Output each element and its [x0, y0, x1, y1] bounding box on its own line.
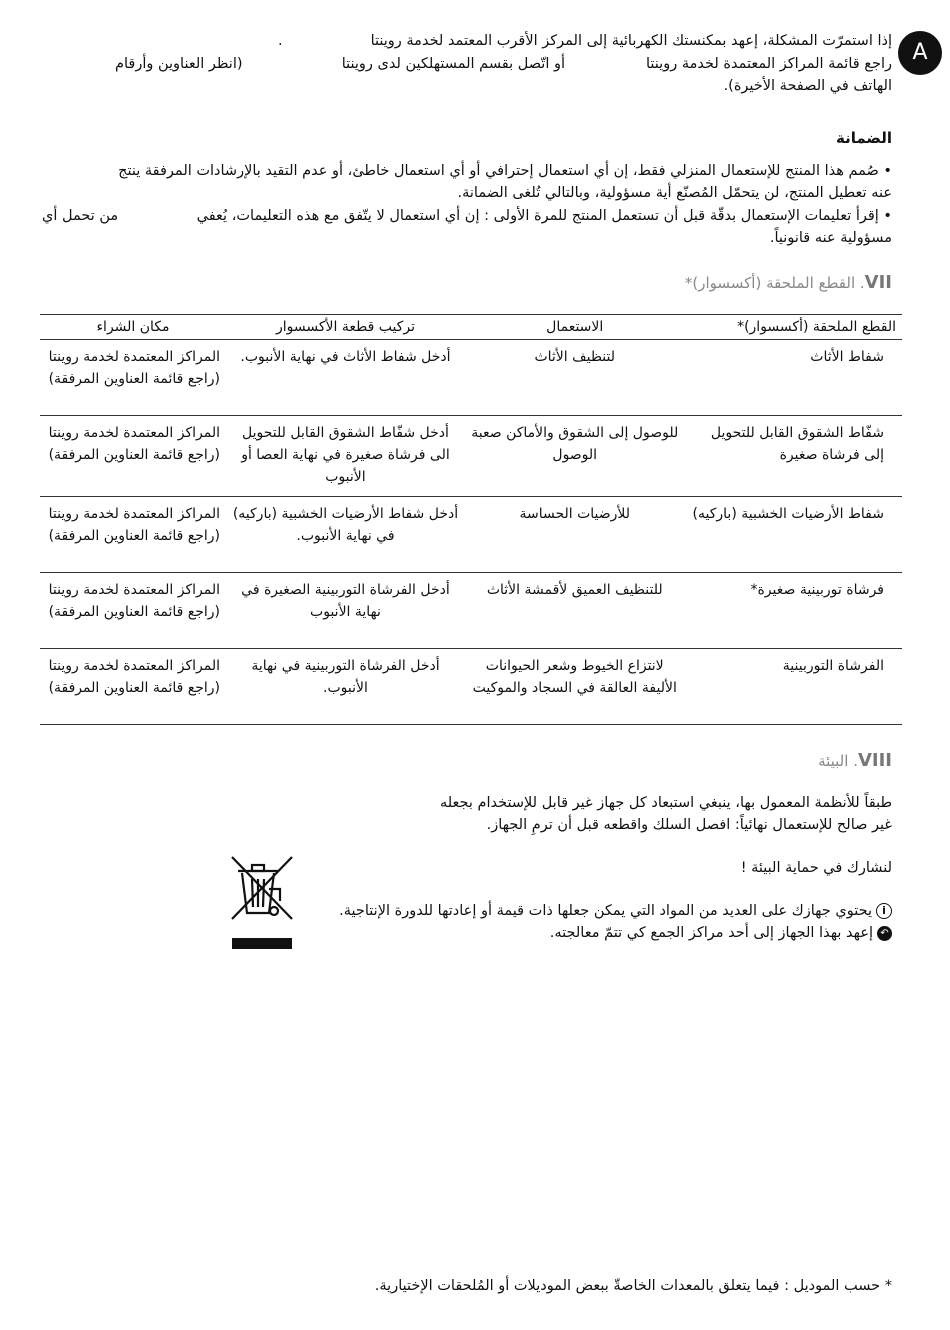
intro-line2-c: (انظر العناوين وأرقام	[115, 56, 243, 72]
intro-line2-a: راجع قائمة المراكز المعتمدة لخدمة روينتا	[646, 56, 892, 72]
environment-info	[339, 903, 892, 919]
cell-purchase: المراكز المعتمدة لخدمة روينتا (راجع قائمة العناوين المرفقة)	[40, 573, 226, 649]
table-row	[40, 416, 902, 497]
intro-line1-end: .	[278, 33, 283, 49]
cell-use: للوصول إلى الشقوق والأماكن صعبة الوصول	[465, 416, 685, 497]
section8-number: VIII	[857, 750, 892, 771]
warranty-bullet2-b: من تحمل أي	[42, 208, 119, 224]
cell-use: لتنظيف الأثاث	[465, 340, 685, 416]
cell-use: للتنظيف العميق لأقمشة الأثاث	[465, 573, 685, 649]
cell-purchase: المراكز المعتمدة لخدمة روينتا (راجع قائمة العناوين المرفقة)	[40, 340, 226, 416]
cell-fitting: أدخل شفّاط الشقوق القابل للتحويل الى فرشاة صغيرة في نهاية العصا أو الأنبوب	[226, 416, 465, 497]
section7-number: VII	[864, 272, 892, 293]
cell-accessory: شفّاط الشقوق القابل للتحويل إلى فرشاة صغيرة	[685, 416, 902, 497]
header-accessory: القطع الملحقة (أكسسوار)*	[685, 315, 902, 340]
cell-accessory: الفرشاة التوربينية	[685, 649, 902, 725]
table-row	[40, 649, 902, 725]
cell-purchase: المراكز المعتمدة لخدمة روينتا (راجع قائمة العناوين المرفقة)	[40, 497, 226, 573]
intro-line3: الهاتف في الصفحة الأخيرة).	[723, 78, 892, 94]
table-row	[40, 573, 902, 649]
cell-fitting: أدخل الفرشاة التوربينية الصغيرة في نهاية الأنبوب	[226, 573, 465, 649]
environment-recycle	[550, 925, 892, 941]
intro-line1: إذا استمرّت المشكلة، إعهد بمكنستك الكهربائية إلى المركز الأقرب المعتمد لخدمة روينتا	[370, 33, 892, 49]
environment-p1-line1: طبقاً للأنظمة المعمول بها، ينبغي استبعاد كل جهاز غير قابل للإستخدام بجعله	[439, 795, 892, 811]
table-row	[40, 497, 902, 573]
environment-slogan: لنشارك في حماية البيئة !	[740, 860, 892, 876]
cell-accessory: شفاط الأرضيات الخشبية (باركيه)	[685, 497, 902, 573]
cell-accessory: شفاط الأثاث	[685, 340, 902, 416]
info-icon: i	[876, 903, 892, 919]
environment-recycle-text: إعهد بهذا الجهاز إلى أحد مراكز الجمع كي تتمّ معالجته.	[549, 925, 873, 941]
footnote: * حسب الموديل : فيما يتعلق بالمعدات الخاصةّ ببعض الموديلات أو المُلحقات الإختيارية.	[374, 1278, 892, 1294]
cell-use: للأرضيات الحساسة	[465, 497, 685, 573]
crossed-bin-icon	[228, 853, 296, 951]
cell-purchase: المراكز المعتمدة لخدمة روينتا (راجع قائمة العناوين المرفقة)	[40, 649, 226, 725]
cell-fitting: أدخل شفاط الأرضيات الخشبية (باركيه) في نهاية الأنبوب.	[226, 497, 465, 573]
cell-fitting: أدخل الفرشاة التوربينية في نهاية الأنبوب.	[226, 649, 465, 725]
section8-heading	[818, 750, 892, 771]
environment-info-text: يحتوي جهازك على العديد من المواد التي يمكن جعلها ذات قيمة أو إعادتها للدورة الإنتاجية.	[339, 903, 872, 919]
table-header-row	[40, 315, 902, 340]
intro-line2-b: أو اتّصل بقسم المستهلكين لدى روينتا	[341, 56, 565, 72]
accessories-table	[40, 314, 902, 725]
cell-use: لانتزاع الخيوط وشعر الحيوانات الأليفة العالقة في السجاد والموكيت	[465, 649, 685, 725]
warranty-bullet1: • صُمم هذا المنتج للإستعمال المنزلي فقط، إن أي استعمال إحترافي أو أي استعمال خاطئ، أو عدم التقيد بالإرشادات المرفقة ينتج	[118, 163, 892, 179]
table-row	[40, 340, 902, 416]
section7-heading	[685, 272, 892, 293]
warranty-bullet2-cont: مسؤولية عنه قانونياً.	[769, 230, 892, 246]
cell-fitting: أدخل شفاط الأثاث في نهاية الأنبوب.	[226, 340, 465, 416]
warranty-bullet1-cont: عنه تعطيل المنتج، لن يتحمّل المُصنّع أية مسؤولية، وبالتالي تُلغى الضمانة.	[457, 185, 892, 201]
recycle-arrow-icon: ↶	[877, 926, 892, 941]
section8-title: . البيئة	[818, 752, 858, 770]
header-use: الاستعمال	[465, 315, 685, 340]
cell-purchase: المراكز المعتمدة لخدمة روينتا (راجع قائمة العناوين المرفقة)	[40, 416, 226, 497]
header-purchase: مكان الشراء	[40, 315, 226, 340]
warranty-title: الضمانة	[836, 129, 892, 147]
warranty-bullet2-a: • إقرأ تعليمات الإستعمال بدقّة قبل أن تستعمل المنتج للمرة الأولى : إن أي استعمال لا يتّفق مع هذه التعليمات، يُعفي	[196, 208, 892, 224]
cell-accessory: فرشاة توربينية صغيرة*	[685, 573, 902, 649]
language-badge: A	[898, 31, 942, 75]
header-fitting: تركيب قطعة الأكسسوار	[226, 315, 465, 340]
environment-p1-line2: غير صالح للإستعمال نهائياً: افصل السلك واقطعه قبل أن ترمِ الجهاز.	[486, 817, 892, 833]
section7-title: . القطع الملحقة (أكسسوار)*	[684, 274, 865, 292]
